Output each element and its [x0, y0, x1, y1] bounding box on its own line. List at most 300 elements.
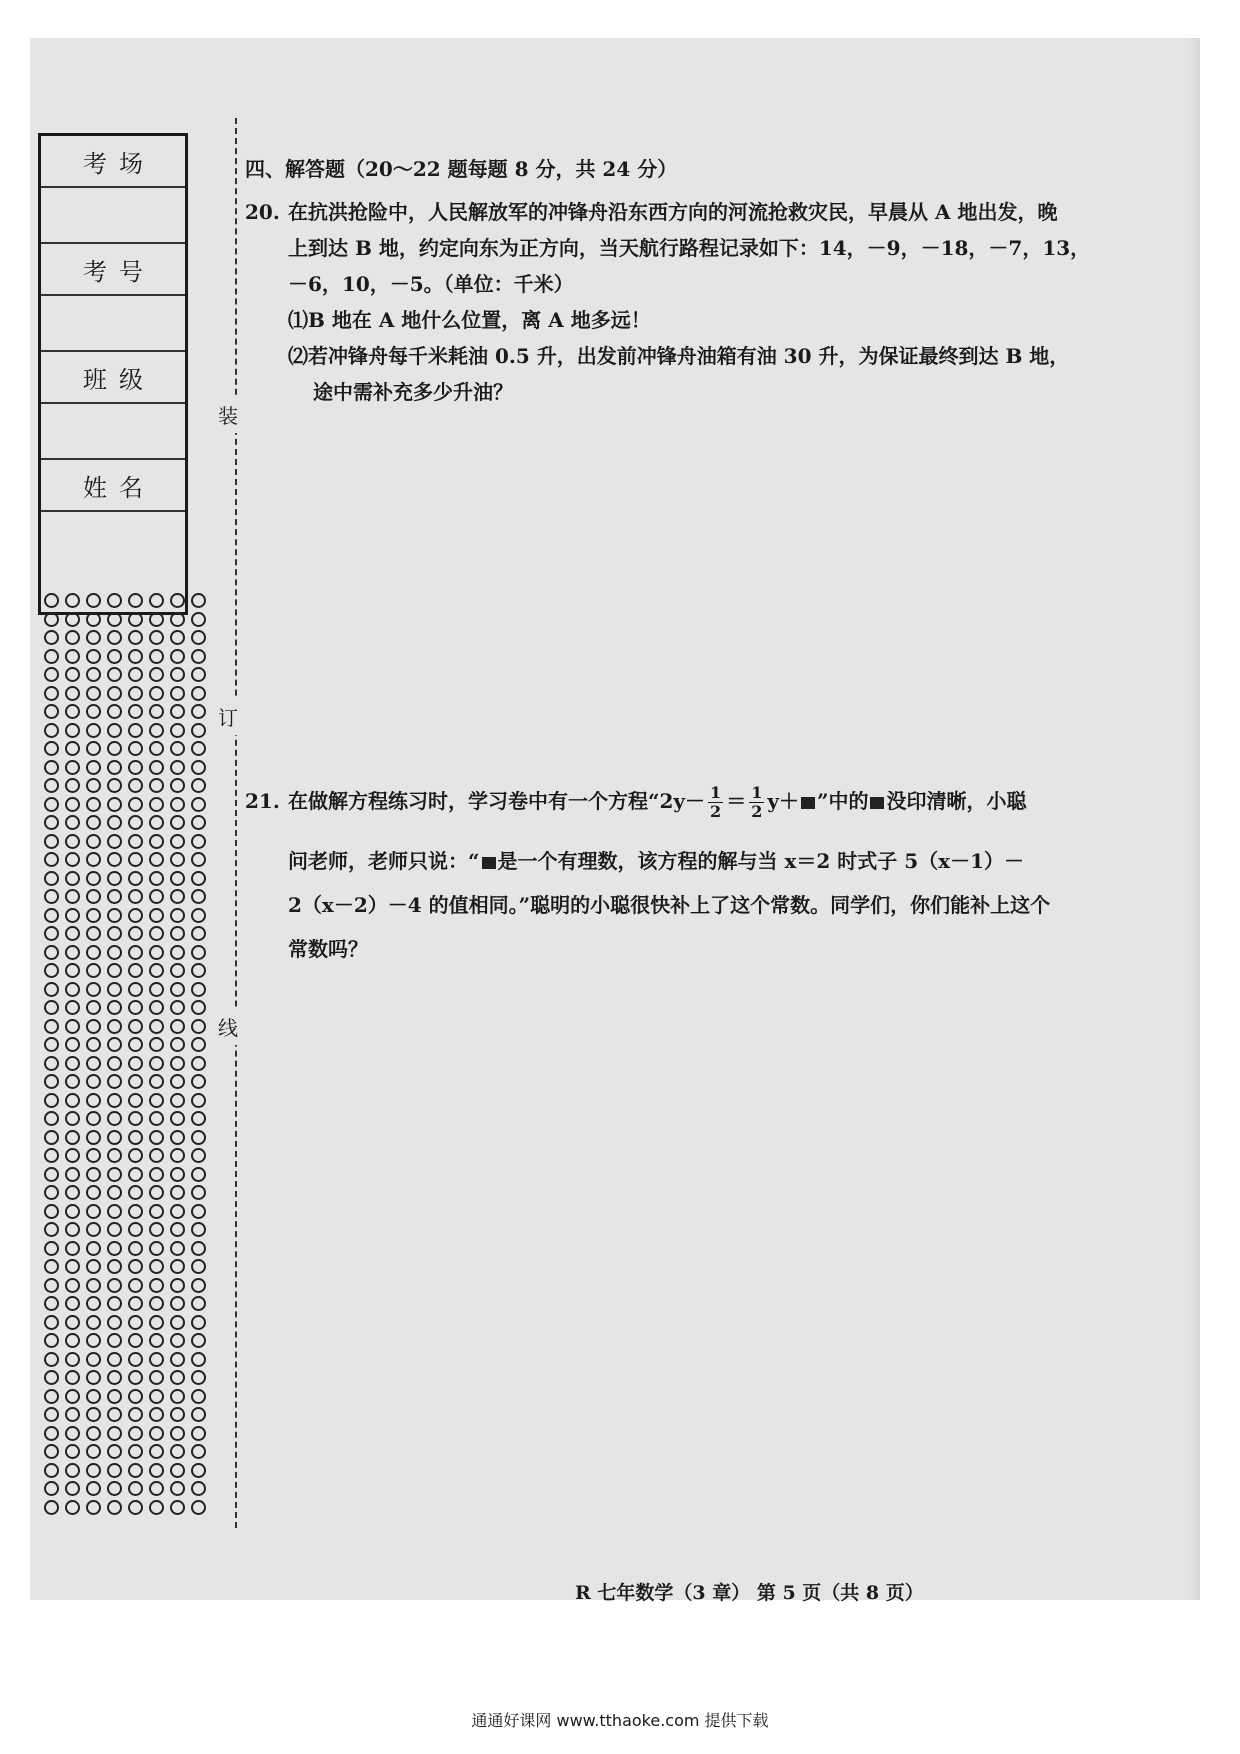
- page-footer: R 七年数学（3 章） 第 5 页（共 8 页）: [575, 1582, 924, 1604]
- bubble-circle: [149, 797, 164, 812]
- fraction-numerator-2: 1: [751, 783, 763, 802]
- bubble-circle: [107, 630, 122, 645]
- bubble-circle: [107, 963, 122, 978]
- bubble-circle: [65, 834, 80, 849]
- bubble-circle: [65, 1370, 80, 1385]
- bubble-circle: [128, 889, 143, 904]
- bubble-circle: [149, 1500, 164, 1515]
- bubble-circle: [170, 1315, 185, 1330]
- q20-line1: [245, 194, 1090, 230]
- bubble-circle: [149, 612, 164, 627]
- bubble-circle: [191, 1148, 206, 1163]
- bubble-circle: [65, 1278, 80, 1293]
- bubble-circle: [86, 1222, 101, 1237]
- bubble-circle: [149, 667, 164, 682]
- bubble-circle: [44, 723, 59, 738]
- bubble-circle: [128, 1481, 143, 1496]
- bubble-circle: [86, 1056, 101, 1071]
- bubble-circle: [149, 1111, 164, 1126]
- bubble-circle: [107, 704, 122, 719]
- bubble-circle: [65, 1130, 80, 1145]
- bubble-circle: [44, 649, 59, 664]
- bubble-circle: [149, 1426, 164, 1441]
- bubble-circle: [191, 686, 206, 701]
- bubble-circle: [107, 1333, 122, 1348]
- bubble-circle: [191, 852, 206, 867]
- bubble-circle: [191, 704, 206, 719]
- bubble-circle: [128, 1389, 143, 1404]
- bubble-circle: [86, 1241, 101, 1256]
- bubble-circle: [44, 908, 59, 923]
- question-21: [245, 771, 1050, 979]
- bubble-circle: [191, 908, 206, 923]
- bubble-circle: [128, 686, 143, 701]
- bubble-circle: [170, 667, 185, 682]
- bubble-circle: [149, 1259, 164, 1274]
- bubble-circle: [149, 741, 164, 756]
- bubble-circle: [191, 1500, 206, 1515]
- bubble-circle: [191, 926, 206, 941]
- bubble-circle: [107, 908, 122, 923]
- bubble-circle: [170, 945, 185, 960]
- bubble-circle: [128, 1463, 143, 1478]
- fraction-numerator: 1: [710, 783, 722, 802]
- bubble-circle: [170, 1389, 185, 1404]
- bubble-circle: [107, 1019, 122, 1034]
- bubble-circle: [65, 723, 80, 738]
- bubble-circle: [107, 1481, 122, 1496]
- bubble-circle: [191, 630, 206, 645]
- bubble-circle: [65, 963, 80, 978]
- q20-part1: ⑴B 地在 A 地什么位置，离 A 地多远！: [288, 308, 651, 332]
- bubble-circle: [107, 1093, 122, 1108]
- bubble-circle: [86, 1444, 101, 1459]
- bubble-circle: [128, 852, 143, 867]
- bubble-circle: [86, 1352, 101, 1367]
- bubble-circle: [191, 871, 206, 886]
- bubble-circle: [128, 1500, 143, 1515]
- bubble-circle: [107, 834, 122, 849]
- bubble-circle: [170, 1000, 185, 1015]
- bubble-circle: [44, 797, 59, 812]
- bubble-circle: [170, 1426, 185, 1441]
- bubble-circle: [44, 945, 59, 960]
- q21-text-c: y＋: [767, 789, 799, 813]
- bubble-circle: [191, 1074, 206, 1089]
- info-label-name: 姓名: [41, 460, 185, 512]
- bubble-circle: [86, 1037, 101, 1052]
- bubble-circle: [65, 1185, 80, 1200]
- bubble-circle: [128, 1037, 143, 1052]
- bubble-circle: [191, 1167, 206, 1182]
- bubble-circle: [128, 1259, 143, 1274]
- bubble-circle: [128, 1000, 143, 1015]
- bubble-circle: [107, 1000, 122, 1015]
- bubble-circle: [44, 1315, 59, 1330]
- bubble-circle: [149, 630, 164, 645]
- fraction-one-half-2: [749, 784, 764, 821]
- bubble-circle: [107, 1370, 122, 1385]
- bubble-circle: [65, 1333, 80, 1348]
- bubble-circle: [191, 815, 206, 830]
- bubble-circle: [128, 1056, 143, 1071]
- bubble-circle: [107, 945, 122, 960]
- q20-line2: 上到达 B 地，约定向东为正方向，当天航行路程记录如下：14，－9，－18，－7，13，: [288, 236, 1091, 260]
- section-title: 四、解答题（20～22 题每题 8 分，共 24 分）: [245, 157, 678, 181]
- bubble-circle: [107, 667, 122, 682]
- bubble-circle: [107, 741, 122, 756]
- q21-text-line2a: 问老师，老师只说：“: [288, 849, 480, 873]
- bubble-circle: [44, 612, 59, 627]
- bubble-circle: [191, 612, 206, 627]
- bubble-circle: [191, 741, 206, 756]
- bubble-circle: [65, 1426, 80, 1441]
- bubble-circle: [86, 1407, 101, 1422]
- bubble-circle: [86, 723, 101, 738]
- download-note: 通通好课网 www.tthaoke.com 提供下载: [471, 1711, 769, 1730]
- bubble-circle: [107, 778, 122, 793]
- q21-text-line2b: 是一个有理数，该方程的解与当 x＝2 时式子 5（x－1）－: [497, 849, 1024, 873]
- bubble-circle: [191, 1481, 206, 1496]
- bubble-circle: [65, 612, 80, 627]
- bubble-circle: [128, 1167, 143, 1182]
- bubble-circle: [128, 871, 143, 886]
- bubble-circle: [149, 686, 164, 701]
- bubble-circle: [86, 1185, 101, 1200]
- bubble-circle: [44, 926, 59, 941]
- bubble-circle: [65, 797, 80, 812]
- bubble-circle: [170, 815, 185, 830]
- bubble-circle: [128, 815, 143, 830]
- bubble-circle: [170, 1056, 185, 1071]
- bubble-grid: [44, 593, 212, 1533]
- fraction-denominator-2: 2: [751, 802, 763, 821]
- bubble-circle: [170, 1111, 185, 1126]
- bubble-circle: [65, 704, 80, 719]
- fraction-one-half: [708, 784, 723, 821]
- bubble-circle: [149, 1130, 164, 1145]
- bubble-circle: [44, 1500, 59, 1515]
- q21-text-a: 在做解方程练习时，学习卷中有一个方程“2y－: [288, 789, 706, 813]
- info-field-exam-number[interactable]: [41, 296, 185, 352]
- bubble-circle: [170, 1259, 185, 1274]
- bubble-circle: [191, 1370, 206, 1385]
- bubble-circle: [65, 1148, 80, 1163]
- fraction-denominator: 2: [710, 802, 722, 821]
- bubble-circle: [86, 1167, 101, 1182]
- bubble-circle: [128, 982, 143, 997]
- bubble-circle: [191, 1037, 206, 1052]
- bubble-circle: [191, 963, 206, 978]
- bubble-circle: [65, 815, 80, 830]
- bubble-circle: [86, 797, 101, 812]
- bubble-circle: [128, 760, 143, 775]
- bubble-circle: [170, 1093, 185, 1108]
- bubble-circle: [128, 1148, 143, 1163]
- bubble-circle: [44, 1148, 59, 1163]
- bubble-circle: [149, 1444, 164, 1459]
- bubble-circle: [128, 1130, 143, 1145]
- bubble-circle: [44, 1019, 59, 1034]
- bubble-circle: [191, 1111, 206, 1126]
- bubble-circle: [128, 1278, 143, 1293]
- bubble-circle: [107, 1444, 122, 1459]
- bubble-circle: [149, 649, 164, 664]
- bubble-circle: [44, 1222, 59, 1237]
- bubble-circle: [44, 1185, 59, 1200]
- bubble-circle: [149, 1037, 164, 1052]
- bubble-circle: [65, 1407, 80, 1422]
- bubble-circle: [65, 649, 80, 664]
- bubble-circle: [149, 1352, 164, 1367]
- bubble-circle: [107, 612, 122, 627]
- bubble-circle: [191, 723, 206, 738]
- bubble-circle: [191, 593, 206, 608]
- paper-edge-shadow: [1186, 38, 1200, 1600]
- bubble-circle: [128, 1093, 143, 1108]
- bubble-circle: [107, 1500, 122, 1515]
- bubble-circle: [149, 982, 164, 997]
- bubble-circle: [107, 889, 122, 904]
- bubble-circle: [65, 908, 80, 923]
- bubble-circle: [191, 649, 206, 664]
- q21-line4: 常数吗？: [288, 937, 368, 961]
- bubble-circle: [65, 1093, 80, 1108]
- bubble-circle: [44, 667, 59, 682]
- bubble-circle: [128, 1204, 143, 1219]
- bubble-circle: [170, 1074, 185, 1089]
- bubble-circle: [128, 1019, 143, 1034]
- bubble-circle: [170, 834, 185, 849]
- bubble-circle: [191, 982, 206, 997]
- bubble-circle: [107, 1204, 122, 1219]
- bubble-circle: [191, 945, 206, 960]
- bubble-circle: [170, 704, 185, 719]
- bubble-circle: [65, 1444, 80, 1459]
- bubble-circle: [86, 1130, 101, 1145]
- bubble-circle: [107, 1352, 122, 1367]
- bubble-circle: [149, 815, 164, 830]
- info-field-class[interactable]: [41, 404, 185, 460]
- bubble-circle: [86, 1278, 101, 1293]
- bubble-circle: [65, 1296, 80, 1311]
- bubble-circle: [149, 1148, 164, 1163]
- bubble-circle: [86, 649, 101, 664]
- bubble-circle: [86, 1296, 101, 1311]
- bubble-circle: [44, 1111, 59, 1126]
- bubble-circle: [44, 1037, 59, 1052]
- q21-number: 21.: [245, 789, 280, 813]
- bubble-circle: [107, 1278, 122, 1293]
- bubble-circle: [149, 1093, 164, 1108]
- bubble-circle: [149, 852, 164, 867]
- bubble-circle: [65, 760, 80, 775]
- bubble-circle: [191, 760, 206, 775]
- bubble-circle: [128, 1185, 143, 1200]
- bubble-circle: [107, 797, 122, 812]
- bubble-circle: [170, 889, 185, 904]
- bubble-circle: [44, 1296, 59, 1311]
- bubble-circle: [107, 1037, 122, 1052]
- bubble-circle: [191, 1185, 206, 1200]
- bubble-circle: [191, 1204, 206, 1219]
- bubble-circle: [44, 852, 59, 867]
- bubble-circle: [44, 1056, 59, 1071]
- bubble-circle: [128, 908, 143, 923]
- bubble-circle: [44, 1407, 59, 1422]
- bubble-circle: [44, 760, 59, 775]
- bubble-circle: [170, 686, 185, 701]
- binding-dashed-line: [235, 118, 237, 1528]
- bubble-circle: [65, 1000, 80, 1015]
- q21-equals: ＝: [726, 789, 747, 813]
- bubble-circle: [86, 704, 101, 719]
- bubble-circle: [86, 852, 101, 867]
- bubble-circle: [86, 1259, 101, 1274]
- bubble-circle: [149, 593, 164, 608]
- bubble-circle: [44, 834, 59, 849]
- bubble-circle: [191, 1389, 206, 1404]
- bubble-circle: [107, 926, 122, 941]
- bubble-circle: [44, 1333, 59, 1348]
- bubble-circle: [149, 1463, 164, 1478]
- bubble-circle: [128, 1426, 143, 1441]
- bubble-circle: [44, 1278, 59, 1293]
- bubble-circle: [191, 889, 206, 904]
- bubble-circle: [149, 1241, 164, 1256]
- bubble-circle: [191, 834, 206, 849]
- bubble-circle: [44, 1481, 59, 1496]
- binding-mark-xian: 线: [218, 1008, 238, 1045]
- bubble-circle: [170, 1444, 185, 1459]
- bubble-circle: [149, 926, 164, 941]
- bubble-circle: [170, 797, 185, 812]
- bubble-circle: [44, 1426, 59, 1441]
- bubble-circle: [191, 1222, 206, 1237]
- info-field-name[interactable]: [41, 512, 185, 568]
- bubble-circle: [65, 1222, 80, 1237]
- bubble-circle: [128, 704, 143, 719]
- bubble-circle: [65, 945, 80, 960]
- bubble-circle: [191, 1407, 206, 1422]
- bubble-circle: [65, 889, 80, 904]
- bubble-circle: [65, 1463, 80, 1478]
- bubble-circle: [44, 630, 59, 645]
- bubble-circle: [86, 1000, 101, 1015]
- bubble-circle: [107, 686, 122, 701]
- bubble-circle: [65, 686, 80, 701]
- bubble-circle: [170, 1481, 185, 1496]
- bubble-circle: [128, 797, 143, 812]
- bubble-circle: [65, 1167, 80, 1182]
- bubble-circle: [149, 1481, 164, 1496]
- bubble-circle: [191, 1130, 206, 1145]
- bubble-circle: [44, 1444, 59, 1459]
- bubble-circle: [128, 1370, 143, 1385]
- bubble-circle: [191, 1019, 206, 1034]
- bubble-circle: [128, 1241, 143, 1256]
- bubble-circle: [128, 1352, 143, 1367]
- bubble-circle: [149, 1407, 164, 1422]
- bubble-circle: [128, 612, 143, 627]
- bubble-circle: [86, 1111, 101, 1126]
- bubble-circle: [149, 723, 164, 738]
- bubble-circle: [86, 612, 101, 627]
- bubble-circle: [86, 593, 101, 608]
- bubble-circle: [44, 815, 59, 830]
- bubble-circle: [86, 760, 101, 775]
- bubble-circle: [44, 1130, 59, 1145]
- q21-text-d: ”中的: [816, 789, 869, 813]
- bubble-circle: [149, 1315, 164, 1330]
- bubble-circle: [44, 982, 59, 997]
- bubble-circle: [107, 1426, 122, 1441]
- bubble-circle: [86, 741, 101, 756]
- info-label-exam-room: 考场: [41, 136, 185, 188]
- bubble-circle: [107, 1315, 122, 1330]
- bubble-circle: [86, 1315, 101, 1330]
- bubble-circle: [128, 1074, 143, 1089]
- bubble-circle: [170, 630, 185, 645]
- bubble-circle: [170, 982, 185, 997]
- bubble-circle: [44, 686, 59, 701]
- binding-mark-ding: 订: [218, 698, 238, 735]
- bubble-circle: [107, 1074, 122, 1089]
- bubble-circle: [191, 1000, 206, 1015]
- bubble-circle: [44, 1259, 59, 1274]
- exam-paper: [30, 38, 1200, 1604]
- bubble-circle: [44, 593, 59, 608]
- bubble-circle: [170, 1296, 185, 1311]
- q20-part2-line2: 途中需补充多少升油？: [313, 380, 513, 404]
- bubble-circle: [65, 1500, 80, 1515]
- bubble-circle: [128, 667, 143, 682]
- bubble-circle: [65, 1389, 80, 1404]
- bubble-circle: [170, 1500, 185, 1515]
- bubble-circle: [149, 1278, 164, 1293]
- smudged-constant-icon: [482, 857, 496, 869]
- bubble-circle: [86, 1389, 101, 1404]
- bubble-circle: [86, 778, 101, 793]
- bubble-circle: [128, 926, 143, 941]
- smudged-constant-icon: [870, 797, 884, 809]
- bubble-circle: [191, 1296, 206, 1311]
- bubble-circle: [170, 1130, 185, 1145]
- bubble-circle: [65, 852, 80, 867]
- bubble-circle: [107, 649, 122, 664]
- bubble-circle: [86, 1500, 101, 1515]
- bubble-circle: [149, 963, 164, 978]
- bubble-circle: [149, 1204, 164, 1219]
- info-field-exam-room[interactable]: [41, 188, 185, 244]
- bubble-circle: [191, 1278, 206, 1293]
- bubble-circle: [170, 908, 185, 923]
- bubble-circle: [149, 778, 164, 793]
- question-20: [245, 194, 1090, 410]
- bubble-circle: [170, 871, 185, 886]
- bubble-circle: [170, 1407, 185, 1422]
- bubble-circle: [65, 1481, 80, 1496]
- bubble-circle: [128, 778, 143, 793]
- bubble-circle: [44, 1204, 59, 1219]
- bubble-circle: [44, 871, 59, 886]
- bubble-circle: [44, 889, 59, 904]
- bubble-circle: [65, 778, 80, 793]
- bubble-circle: [65, 871, 80, 886]
- bubble-circle: [107, 1130, 122, 1145]
- q20-part2-line1: ⑵若冲锋舟每千米耗油 0.5 升，出发前冲锋舟油箱有油 30 升，为保证最终到达 B 地，: [288, 344, 1070, 368]
- bubble-circle: [107, 1167, 122, 1182]
